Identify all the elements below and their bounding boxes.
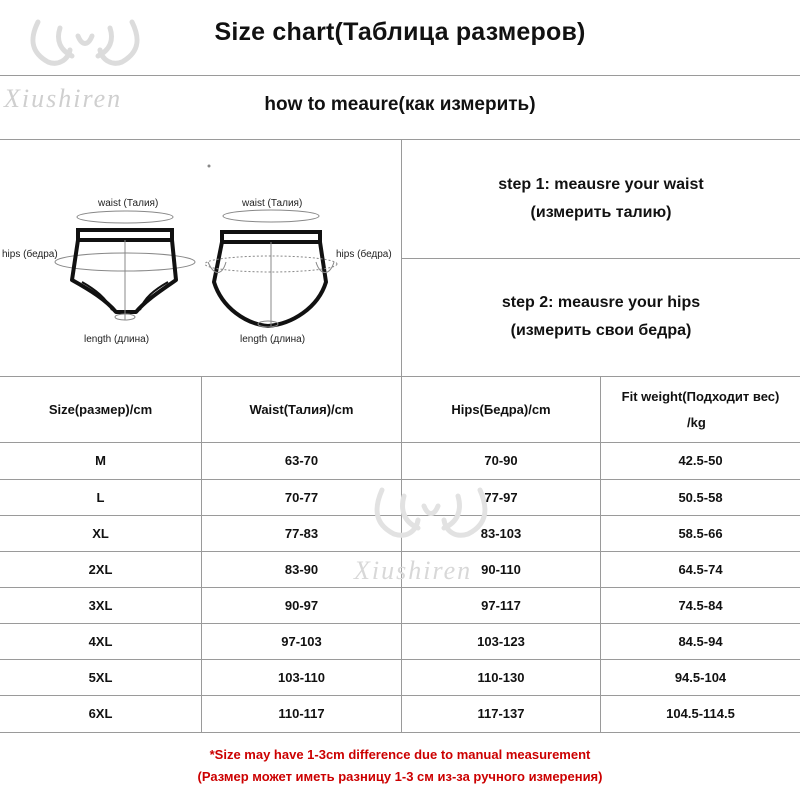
cell-size: 3XL — [88, 597, 113, 613]
divider — [0, 732, 800, 733]
cell-size: 5XL — [88, 669, 113, 685]
cell-waist: 70-77 — [284, 489, 319, 505]
cell-weight: 104.5-114.5 — [666, 706, 735, 721]
cell-hips: 103-123 — [477, 633, 525, 649]
cell-size: 4XL — [88, 633, 113, 649]
cell-waist: 90-97 — [284, 597, 319, 613]
cell-waist: 110-117 — [278, 706, 325, 721]
header-fit-weight-line-2: /kg — [687, 414, 706, 430]
header-hips: Hips(Бедра)/cm — [451, 401, 551, 417]
cell-size: L — [96, 489, 105, 505]
brief-right-icon — [205, 210, 337, 327]
step-1-instructions — [402, 171, 800, 227]
cell-hips: 90-110 — [481, 561, 521, 577]
watermark-text-center: Xiushiren — [354, 556, 473, 585]
cell-hips: 97-117 — [481, 597, 521, 613]
cell-hips: 110-130 — [477, 669, 525, 685]
header-fit-weight-line-1: Fit weight(Подходит вес) — [621, 388, 780, 404]
cell-size: 6XL — [88, 706, 113, 721]
cell-size: 2XL — [88, 561, 113, 577]
diagram-label-length-right: length (длина) — [240, 334, 306, 345]
header-waist: Waist(Талия)/cm — [249, 401, 354, 417]
cell-weight: 94.5-104 — [674, 669, 727, 685]
diagram-label-hips-right: hips (бедра) — [336, 249, 392, 260]
cell-weight: 64.5-74 — [678, 561, 723, 577]
cell-waist: 97-103 — [281, 633, 322, 649]
cell-waist: 103-110 — [278, 669, 325, 685]
cell-hips: 77-97 — [484, 489, 518, 505]
panties-diagram-icon — [0, 140, 400, 375]
diagram-label-waist-right: waist (Талия) — [242, 198, 303, 209]
header-size: Size(размер)/cm — [48, 401, 153, 417]
cell-waist: 77-83 — [284, 525, 319, 541]
footnote-line-2: (Размер может иметь разницу 1-3 см из-за ручного измерения) — [197, 769, 603, 784]
cell-weight: 74.5-84 — [678, 597, 723, 613]
page-title: Size chart(Таблица размеров) — [214, 18, 586, 46]
how-to-measure-heading: how to meaure(как измерить) — [264, 94, 536, 115]
cell-hips: 70-90 — [484, 453, 518, 468]
step-1-line-2: (измерить талию) — [530, 204, 672, 221]
diagram-label-hips-left: hips (бедра) — [2, 249, 58, 260]
divider — [402, 258, 800, 259]
cell-weight: 84.5-94 — [678, 633, 723, 649]
cell-weight: 42.5-50 — [678, 453, 723, 468]
diagram-label-waist-left: waist (Талия) — [98, 198, 159, 209]
step-2-line-1: step 2: meausre your hips — [501, 294, 701, 311]
cell-hips: 83-103 — [480, 525, 522, 541]
header-fit-weight — [601, 377, 800, 442]
step-1-line-1: step 1: meausre your waist — [498, 176, 704, 193]
cell-size: XL — [92, 525, 109, 541]
step-2-instructions — [402, 289, 800, 345]
cell-size: M — [95, 453, 106, 468]
measurement-diagram — [0, 140, 400, 375]
watermark-text: Xiushiren — [4, 84, 123, 113]
cell-waist: 63-70 — [284, 453, 319, 468]
cell-hips: 117-137 — [477, 706, 525, 721]
footnote-line-1: *Size may have 1-3cm difference due to manual measurement — [209, 747, 591, 762]
cell-waist: 83-90 — [284, 561, 319, 577]
diagram-label-length-left: length (длина) — [84, 334, 150, 345]
cell-weight: 50.5-58 — [678, 489, 723, 505]
brief-left-icon — [55, 211, 195, 320]
step-2-line-2: (измерить свои бедра) — [510, 322, 692, 339]
cell-weight: 58.5-66 — [678, 525, 723, 541]
